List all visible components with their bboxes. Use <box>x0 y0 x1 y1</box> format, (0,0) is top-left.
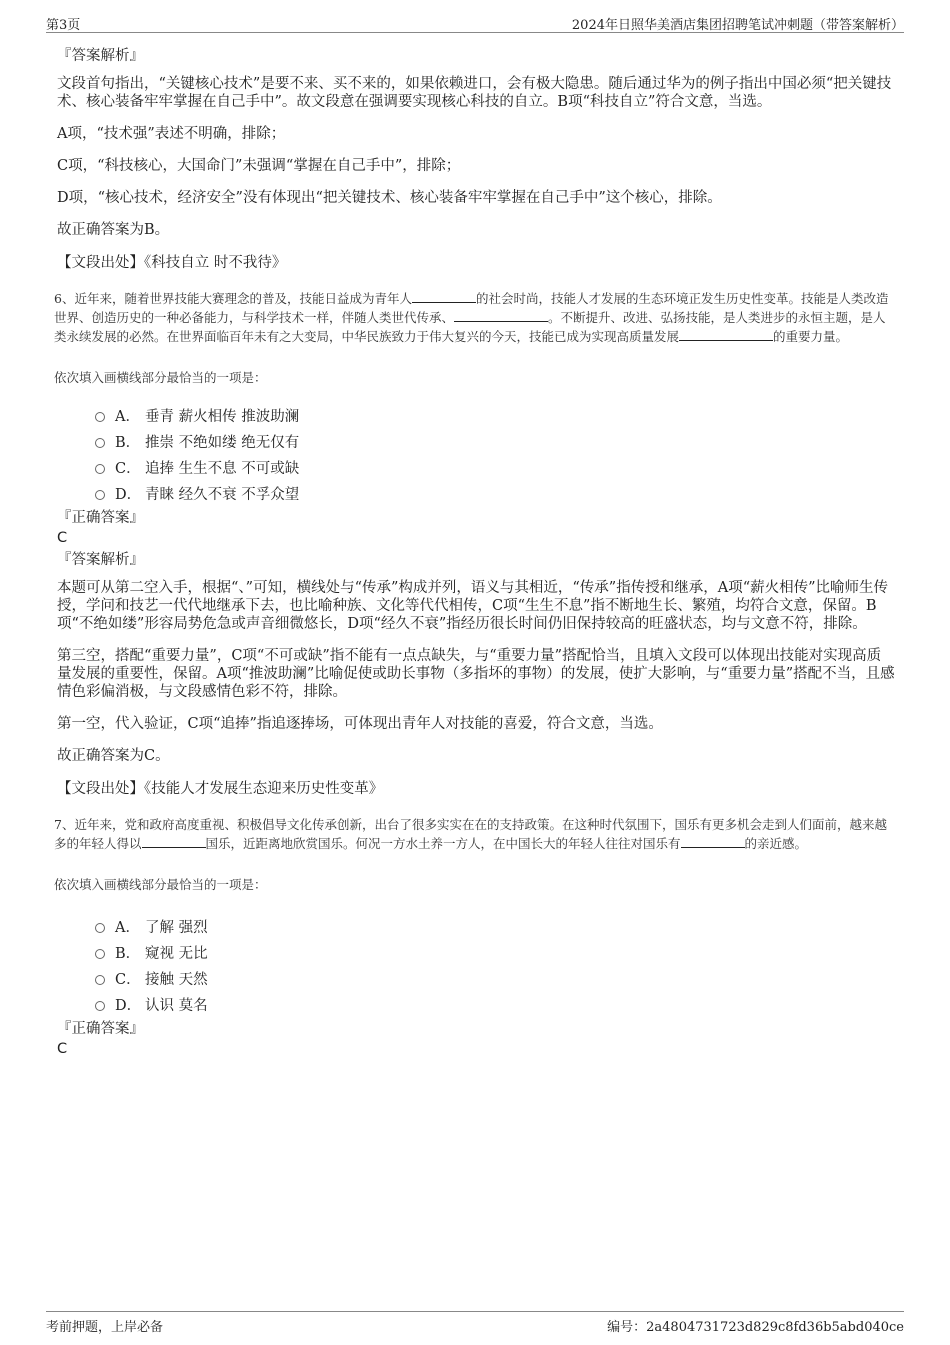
question-7-prompt: 依次填入画横线部分最恰当的一项是： <box>54 877 267 892</box>
option-a[interactable]: A． 垂青 薪火相传 推波助澜 <box>95 402 895 428</box>
option-c[interactable]: C． 追捧 生生不息 不可或缺 <box>95 454 895 480</box>
page-content <box>54 46 895 1059</box>
radio-icon[interactable] <box>95 464 105 474</box>
option-d[interactable]: D． 青睐 经久不衰 不孚众望 <box>95 480 895 506</box>
document-id: 编号：2a4804731723d829c8fd36b5abd040ce <box>607 1320 904 1335</box>
correct-answer-label: 『正确答案』 <box>57 1021 144 1037</box>
analysis-paragraph: C项，“科技核心，大国命门”未强调“掌握在自己手中”，排除； <box>57 158 461 174</box>
radio-icon[interactable] <box>95 923 105 933</box>
page-header <box>46 12 904 33</box>
correct-answer-value: C <box>57 530 68 546</box>
analysis-label: 『答案解析』 <box>57 48 144 64</box>
analysis-paragraph: A项，“技术强”表述不明确，排除； <box>57 126 286 142</box>
radio-icon[interactable] <box>95 949 105 959</box>
fill-blank <box>142 835 206 848</box>
page-number: 第3页 <box>46 18 81 33</box>
option-d[interactable]: D． 认识 莫名 <box>95 991 895 1017</box>
analysis-paragraph: 文段首句指出，“关键核心技术”是要不来、买不来的，如果依赖进口，会有极大隐患。随后通过华为的例子指出中国必须“把关键技术、核心装备牢牢掌握在自己手中”。故文段意在强调要实现核心科技的自立。B项“科技自立”符合文意，当选。 <box>57 76 892 110</box>
analysis-paragraph: 本题可从第二空入手，根据“、”可知，横线处与“传承”构成并列，语义与其相近，“传承”指传授和继承，A项“薪火相传”比喻师生传授，学问和技艺一代代地继承下去，也比喻种族、文化等代代相传，C项“生生不息”指不断地生长、繁殖，均符合文意，保留。B项“不绝如缕”形容局势危急或声音细微悠长，D项“经久不衰”指经历很长时间仍旧保持较高的旺盛状态，均与文意不符，排除。 <box>57 580 889 632</box>
document-title: 2024年日照华美酒店集团招聘笔试冲刺题（带答案解析） <box>571 18 904 33</box>
option-c[interactable]: C． 接触 天然 <box>95 965 895 991</box>
analysis-paragraph: D项，“核心技术，经济安全”没有体现出“把关键技术、核心装备牢牢掌握在自己手中”这个核心，排除。 <box>57 190 722 206</box>
radio-icon[interactable] <box>95 490 105 500</box>
option-b[interactable]: B． 推崇 不绝如缕 绝无仅有 <box>95 428 895 454</box>
analysis-paragraph: 第三空，搭配“重要力量”，C项“不可或缺”指不能有一点点缺失，与“重要力量”搭配恰当，且填入文段可以体现出技能对实现高质量发展的重要性，保留。A项“推波助澜”比喻促使或助长事物（多指坏的事物）的发展，使扩大影响，与“重要力量”搭配不当，且感情色彩偏消极，与文段感情色彩不符，排除。 <box>57 648 895 700</box>
fill-blank <box>679 328 773 341</box>
radio-icon[interactable] <box>95 1001 105 1011</box>
analysis-paragraph: 故正确答案为B。 <box>57 222 170 238</box>
correct-answer-value: C <box>57 1041 68 1057</box>
question-6-options <box>95 402 895 506</box>
analysis-label: 『答案解析』 <box>57 552 144 568</box>
analysis-paragraph: 故正确答案为C。 <box>57 748 170 764</box>
option-b[interactable]: B． 窥视 无比 <box>95 939 895 965</box>
fill-blank <box>681 835 745 848</box>
question-6-prompt: 依次填入画横线部分最恰当的一项是： <box>54 370 267 385</box>
radio-icon[interactable] <box>95 412 105 422</box>
source-citation: 【文段出处】《技能人才发展生态迎来历史性变革》 <box>57 781 384 797</box>
question-7-options <box>95 913 895 1017</box>
page-footer <box>46 1311 904 1336</box>
correct-answer-label: 『正确答案』 <box>57 510 144 526</box>
source-citation: 【文段出处】《科技自立 时不我待》 <box>57 255 287 271</box>
footer-slogan: 考前押题，上岸必备 <box>46 1320 164 1335</box>
question-7-stem: 7、近年来，党和政府高度重视、积极倡导文化传承创新，出台了很多实实在在的支持政策。在这种时代氛围下，国乐有更多机会走到人们面前，越来越多的年轻人得以 国乐，近距离地欣赏国乐。何况一方水土养一方人，在中国长大的年轻人往往对国乐有 的亲近感。 <box>54 817 887 851</box>
fill-blank <box>412 290 476 303</box>
analysis-paragraph: 第一空，代入验证，C项“追捧”指追逐捧场，可体现出青年人对技能的喜爱，符合文意，当选。 <box>57 716 663 732</box>
fill-blank <box>454 309 548 322</box>
option-a[interactable]: A． 了解 强烈 <box>95 913 895 939</box>
question-6-stem: 6、近年来，随着世界技能大赛理念的普及，技能日益成为青年人 的社会时尚，技能人才发展的生态环境正发生历史性变革。技能是人类改造世界、创造历史的一种必备能力，与科学技术一样，伴随人类世代传承、 。不断提升、改进、弘扬技能，是人类进步的永恒主题，是人类永续发展的必然。在世界面临百年未有之大变局，中华民族致力于伟大复兴的今天，技能已成为实现高质量发展 的重要力量。 <box>54 291 889 344</box>
radio-icon[interactable] <box>95 975 105 985</box>
radio-icon[interactable] <box>95 438 105 448</box>
